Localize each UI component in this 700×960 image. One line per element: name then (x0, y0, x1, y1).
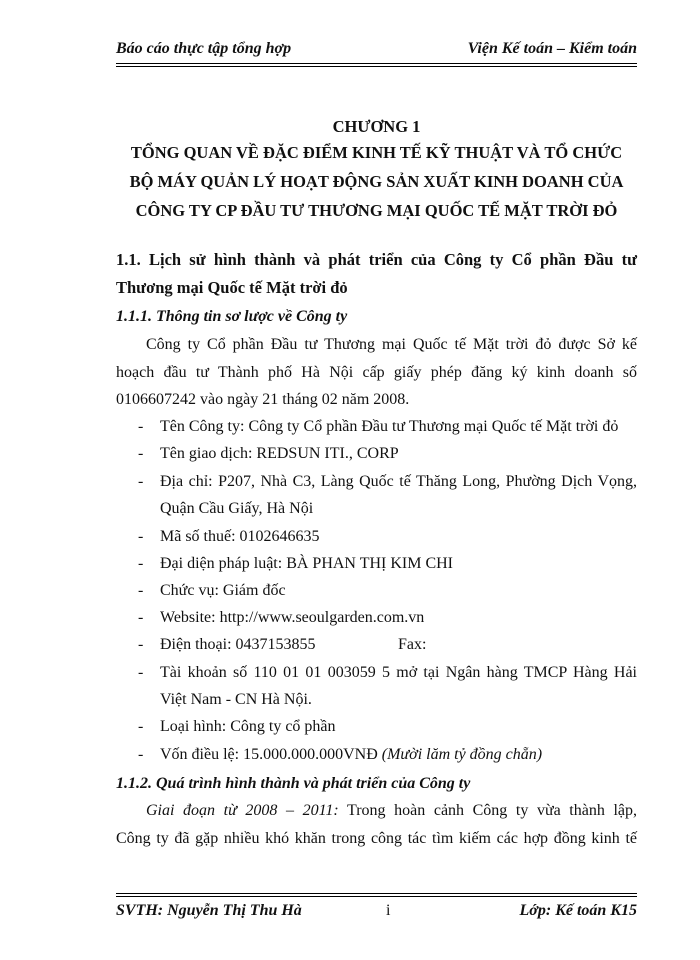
list-item: Tên Công ty: Công ty Cổ phần Đầu tư Thương mại Quốc tế Mặt trời đỏ (160, 418, 619, 435)
subsection-heading: 1.1.2. Quá trình hình thành và phát triển của Công ty (116, 775, 471, 792)
section-heading-cont: Thương mại Quốc tế Mặt trời đỏ (116, 278, 348, 297)
page-number: i (386, 902, 391, 919)
footer-right: Lớp: Kế toán K15 (519, 902, 637, 919)
bullet-dash: - (138, 664, 144, 681)
bullet-dash: - (138, 609, 144, 626)
page-footer (116, 902, 637, 924)
header-rule (116, 63, 637, 64)
list-item: Tài khoản số 110 01 01 003059 5 mở tại Ngân hàng TMCP Hàng Hải (160, 664, 637, 681)
capital-value: Vốn điều lệ: 15.000.000.000VNĐ (160, 746, 378, 763)
bullet-dash: - (138, 582, 144, 599)
footer-rule (116, 893, 637, 894)
list-item: Mã số thuế: 0102646635 (160, 528, 320, 545)
paragraph-text: Trong hoàn cảnh Công ty vừa thành lập, (338, 802, 637, 819)
chapter-title-line: BỘ MÁY QUẢN LÝ HOẠT ĐỘNG SẢN XUẤT KINH DOANH CỦA (129, 172, 624, 191)
bullet-dash: - (138, 746, 144, 763)
list-item: Loại hình: Công ty cổ phần (160, 718, 336, 735)
header-right: Viện Kế toán – Kiểm toán (467, 40, 637, 57)
paragraph-line (146, 800, 637, 822)
capital-in-words: (Mười lăm tỷ đồng chẵn) (381, 746, 543, 763)
paragraph-line: Công ty đã gặp nhiều khó khăn trong công tác tìm kiếm các hợp đồng kinh tế (116, 830, 637, 847)
list-item-cont: Quận Cầu Giấy, Hà Nội (160, 500, 314, 517)
bullet-dash: - (138, 718, 144, 735)
list-item: Chức vụ: Giám đốc (160, 582, 286, 599)
header-left: Báo cáo thực tập tổng hợp (116, 40, 292, 57)
list-item (160, 744, 637, 766)
bullet-dash: - (138, 636, 144, 653)
list-item: Điện thoại: 0437153855 (160, 636, 316, 653)
list-item: Đại diện pháp luật: BÀ PHAN THỊ KIM CHI (160, 555, 454, 572)
list-item-cont: Việt Nam - CN Hà Nội. (160, 691, 312, 708)
list-item: Website: http://www.seoulgarden.com.vn (160, 609, 425, 626)
chapter-number: CHƯƠNG 1 (332, 117, 421, 136)
page-header (116, 38, 637, 62)
bullet-dash: - (138, 445, 144, 462)
bullet-dash: - (138, 528, 144, 545)
fax-label: Fax: (398, 636, 427, 653)
bullet-dash: - (138, 555, 144, 572)
period-label: Giai đoạn từ 2008 – 2011: (146, 802, 339, 819)
paragraph-line: Công ty Cổ phần Đầu tư Thương mại Quốc tế Mặt trời đỏ được Sở kế (146, 336, 637, 353)
chapter-title-line: TỔNG QUAN VỀ ĐẶC ĐIỂM KINH TẾ KỸ THUẬT VÀ TỔ CHỨC (130, 143, 623, 162)
list-item: Địa chỉ: P207, Nhà C3, Làng Quốc tế Thăng Long, Phường Dịch Vọng, (160, 473, 637, 490)
paragraph-line: hoạch đầu tư Thành phố Hà Nội cấp giấy phép đăng ký kinh doanh số (116, 364, 637, 381)
header-rule-double (116, 66, 637, 67)
paragraph-line: 0106607242 vào ngày 21 tháng 02 năm 2008. (116, 391, 410, 408)
list-item: Tên giao dịch: REDSUN ITI., CORP (160, 445, 399, 462)
section-heading: 1.1. Lịch sử hình thành và phát triển của Công ty Cổ phần Đầu tư (116, 250, 637, 269)
footer-left: SVTH: Nguyễn Thị Thu Hà (116, 902, 302, 919)
footer-rule-double (116, 896, 637, 897)
bullet-dash: - (138, 418, 144, 435)
subsection-heading: 1.1.1. Thông tin sơ lược về Công ty (116, 308, 348, 325)
chapter-title-line: CÔNG TY CP ĐẦU TƯ THƯƠNG MẠI QUỐC TẾ MẶT TRỜI ĐỎ (135, 201, 618, 220)
bullet-dash: - (138, 473, 144, 490)
